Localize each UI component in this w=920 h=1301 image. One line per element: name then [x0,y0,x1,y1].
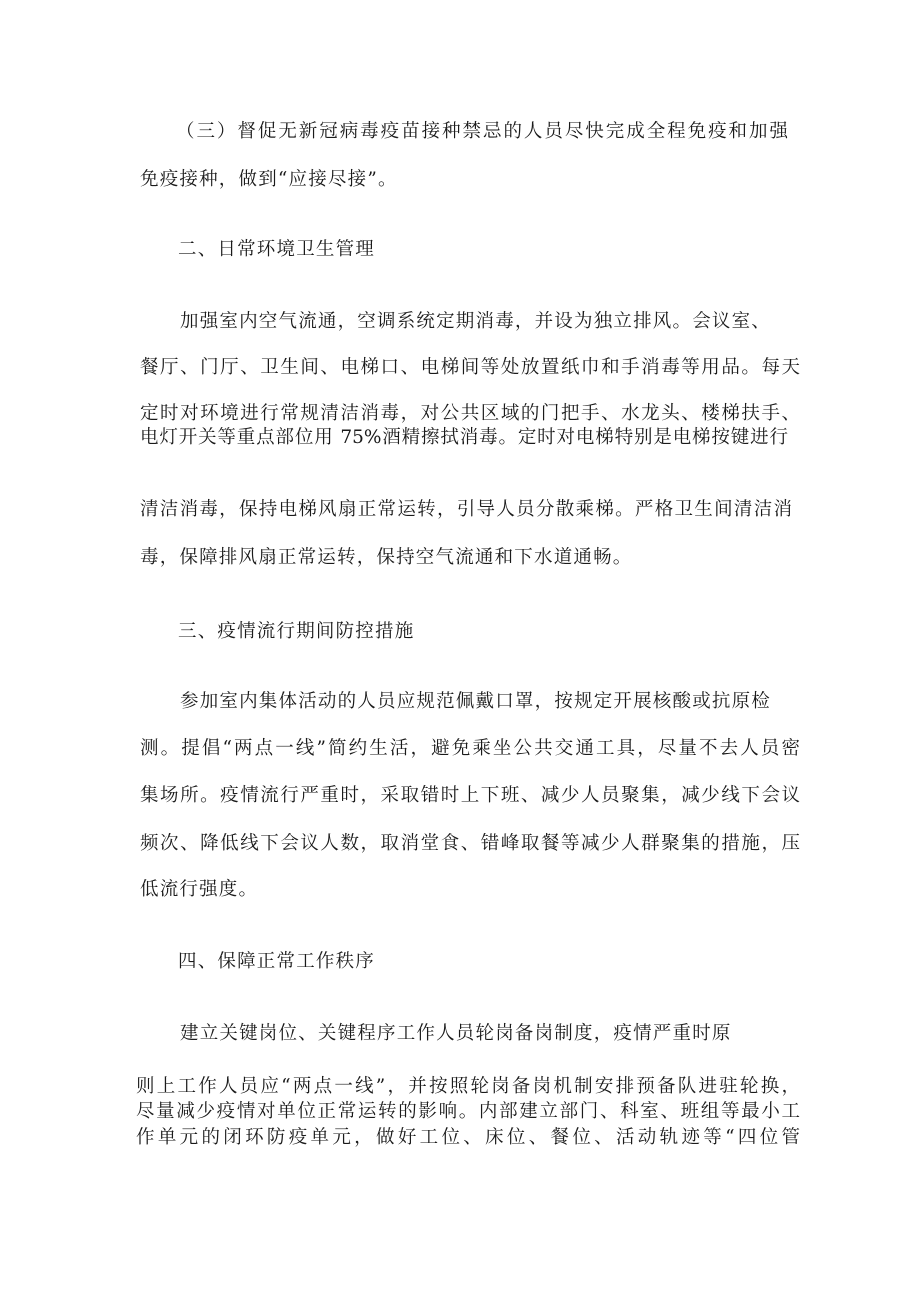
paragraph-3-line-4: 频次、降低线下会议人数，取消堂食、错峰取餐等减少人群聚集的措施，压 [140,833,800,854]
paragraph-2-line-5: 清洁消毒，保持电梯风扇正常运转，引导人员分散乘梯。严格卫生间清洁消 [140,499,792,520]
paragraph-3-line-3: 集场所。疫情流行严重时，采取错时上下班、减少人员聚集，减少线下会议 [140,785,800,806]
paragraph-2-line-6: 毒，保障排风扇正常运转，保持空气流通和下水道通畅。 [140,547,633,568]
paragraph-1-line-1: （三）督促无新冠病毒疫苗接种禁忌的人员尽快完成全程免疫和加强 [176,121,788,142]
paragraph-4-line-1: 建立关键岗位、关键程序工作人员轮岗备岗制度，疫情严重时原 [180,1023,732,1044]
paragraph-3-line-5: 低流行强度。 [140,879,259,900]
paragraph-3-line-2: 测。提倡“两点一线”简约生活，避免乘坐公共交通工具，尽量不去人员密 [140,738,800,759]
paragraph-4-line-3: 尽量减少疫情对单位正常运转的影响。内部建立部门、科室、班组等最小工 [136,1101,800,1122]
paragraph-1-line-2: 免疫接种，做到“应接尽接”。 [140,169,398,190]
paragraph-2-line-1: 加强室内空气流通，空调系统定期消毒，并设为独立排风。会议室、 [180,311,772,332]
paragraph-3-line-1: 参加室内集体活动的人员应规范佩戴口罩，按规定开展核酸或抗原检 [180,691,772,712]
paragraph-4-line-4: 作单元的闭环防疫单元，做好工位、床位、餐位、活动轨迹等“四位管 [136,1127,800,1148]
paragraph-2-line-3: 定时对环境进行常规清洁消毒，对公共区域的门把手、水龙头、楼梯扶手、 [140,403,800,424]
section-heading-4: 四、保障正常工作秩序 [178,951,376,972]
paragraph-4-line-2: 则上工作人员应“两点一线”，并按照轮岗备岗机制安排预备队进驻轮换， [136,1076,800,1097]
paragraph-2-line-4: 电灯开关等重点部位用 75%酒精擦拭消毒。定时对电梯特别是电梯按键进行 [140,427,788,448]
paragraph-2-line-2: 餐厅、门厅、卫生间、电梯口、电梯间等处放置纸巾和手消毒等用品。每天 [140,357,800,378]
section-heading-3: 三、疫情流行期间防控措施 [178,621,415,642]
section-heading-2: 二、日常环境卫生管理 [178,239,376,260]
